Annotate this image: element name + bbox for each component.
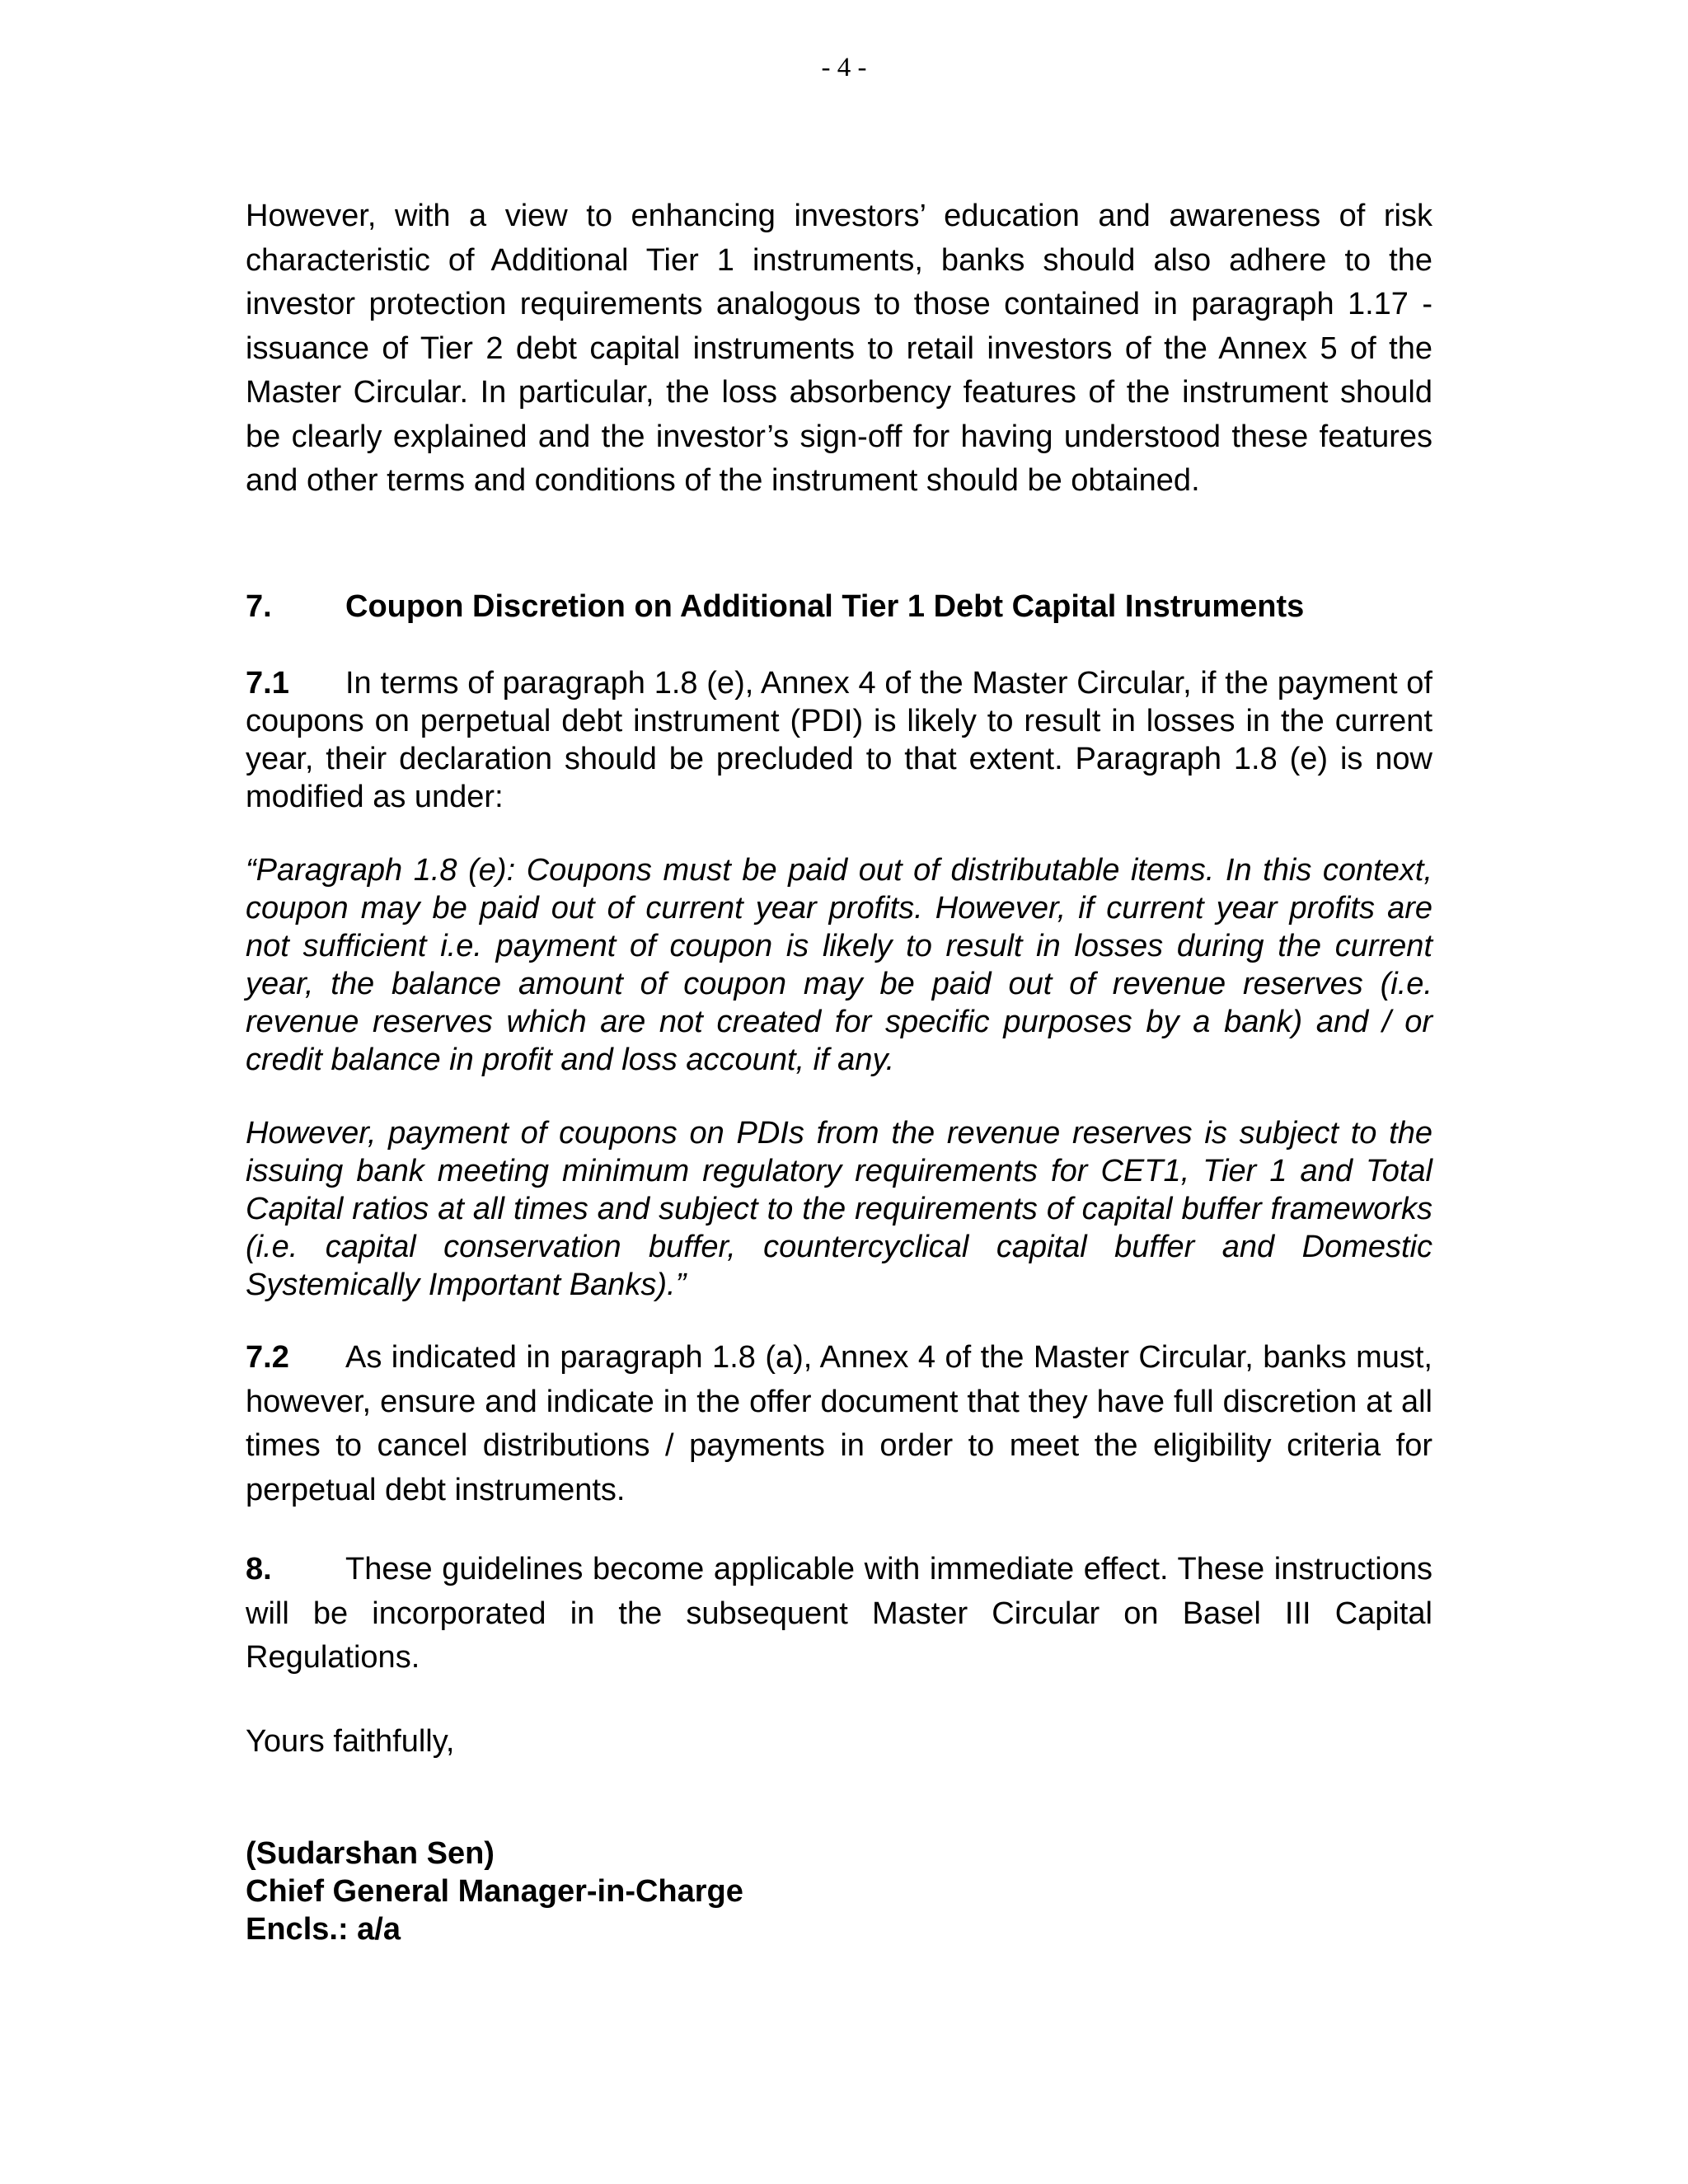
paragraph-8 (246, 1548, 1432, 1680)
signatory-name: (Sudarshan Sen) (246, 1836, 495, 1871)
section-7-number: 7. (246, 589, 272, 624)
intro-paragraph: However, with a view to enhancing investors’ education and awareness of risk characteristic of Additional Tier 1 instruments, banks should also adhere to the investor protection requirements analogous to those contained in paragraph 1.17 - issuance of Tier 2 debt capital instruments to retail investors of the Annex 5 of the Master Circular. In particular, the loss absorbency features of the instrument should be clearly explained and the investor’s sign-off for having understood these features and other terms and conditions of the instrument should be obtained. (246, 199, 1432, 498)
quoted-paragraph-2: However, payment of coupons on PDIs from the revenue reserves is subject to the issuing bank meeting minimum regulatory requirements for CET1, Tier 1 and Total Capital ratios at all times and subject to the requirements of capital buffer frameworks (i.e. capital conservation buffer, countercyclical capital buffer and Domestic Systemically Important Banks).” (246, 1116, 1432, 1302)
section-7-title: Coupon Discretion on Additional Tier 1 Debt Capital Instruments (345, 589, 1305, 624)
enclosures-note: Encls.: a/a (246, 1912, 401, 1947)
quoted-paragraph-1: “Paragraph 1.8 (e): Coupons must be paid out of distributable items. In this context, coupon may be paid out of current year profits. However, if current year profits are not sufficient i.e. payment of coupon is likely to result in losses during the current year, the balance amount of coupon may be paid out of revenue reserves (i.e. revenue reserves which are not created for specific purposes by a bank) and / or credit balance in profit and loss account, if any. (246, 853, 1432, 1077)
paragraph-7-1 (246, 664, 1432, 816)
page-number: - 4 - (821, 53, 867, 82)
salutation: Yours faithfully, (246, 1724, 455, 1759)
signatory-designation: Chief General Manager-in-Charge (246, 1874, 743, 1909)
paragraph-7-1-number: 7.1 (246, 666, 289, 701)
paragraph-7-2-text: As indicated in paragraph 1.8 (a), Annex 4 of the Master Circular, banks must, however, ensure and indicate in the offer document that they have full discretion at all times to cancel distributions / payments in order to meet the eligibility criteria for perpetual debt instruments. (246, 1340, 1432, 1507)
paragraph-7-2 (246, 1336, 1432, 1512)
paragraph-7-2-number: 7.2 (246, 1340, 289, 1375)
section-7-heading (246, 587, 1432, 626)
paragraph-8-number: 8. (246, 1552, 272, 1586)
paragraph-8-text: These guidelines become applicable with immediate effect. These instructions will be incorporated in the subsequent Master Circular on Basel III Capital Regulations. (246, 1552, 1432, 1675)
paragraph-7-1-text: In terms of paragraph 1.8 (e), Annex 4 of the Master Circular, if the payment of coupons on perpetual debt instrument (PDI) is likely to result in losses in the current year, their declaration should be precluded to that extent. Paragraph 1.8 (e) is now modified as under: (246, 666, 1432, 814)
